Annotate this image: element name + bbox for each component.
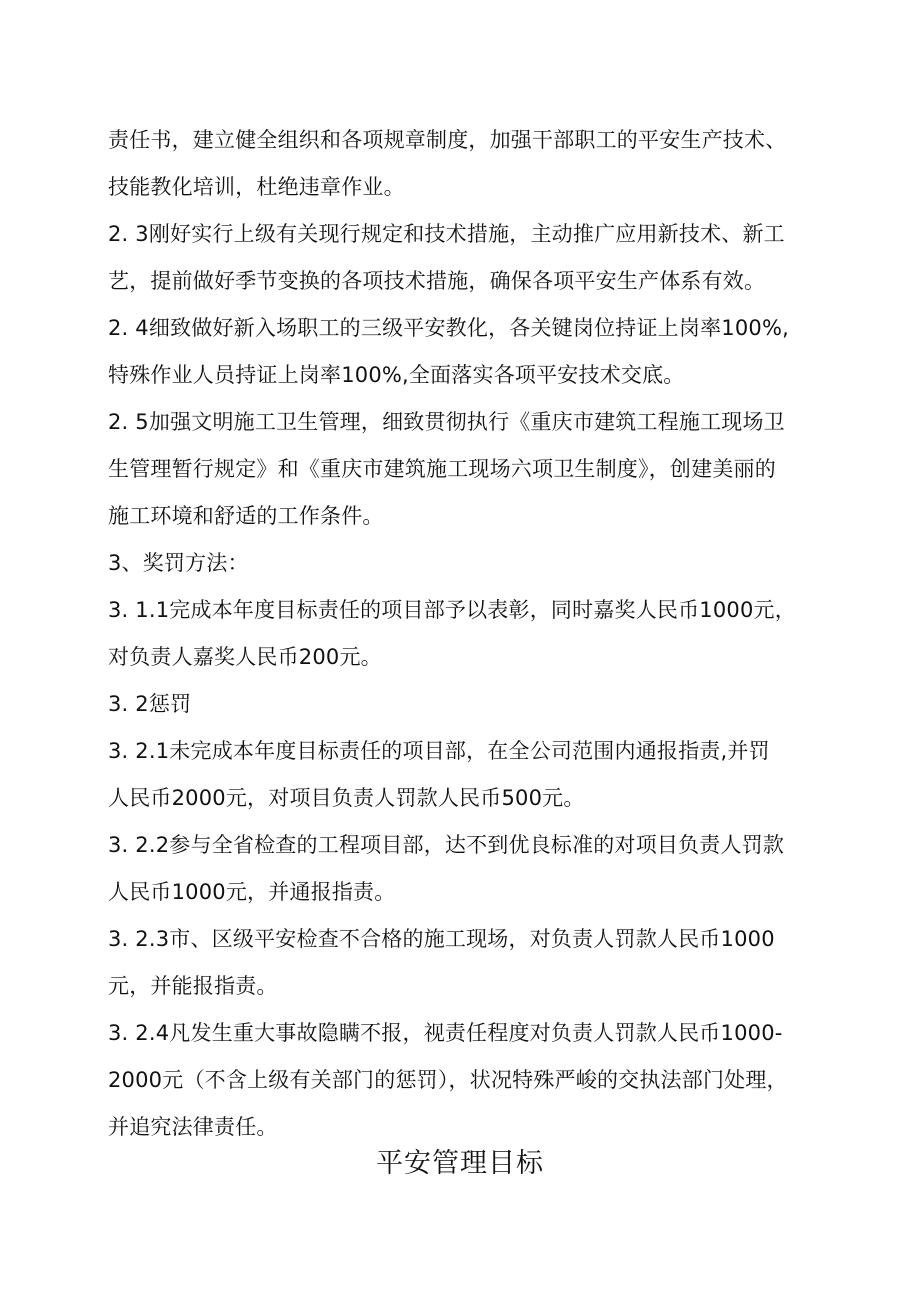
body-line-1: 责任书，建立健全组织和各项规章制度，加强干部职工的平安生产技术、 — [108, 128, 787, 152]
section-heading: 平安管理目标 — [376, 1148, 544, 1179]
body-line-10: 3、奖罚方法： — [108, 551, 249, 575]
body-line-9: 施工环境和舒适的工作条件。 — [108, 504, 384, 528]
body-line-21: 2000元（不含上级有关部门的惩罚），状况特殊严峻的交执法部门处理， — [108, 1068, 788, 1092]
body-line-18: 3. 2.3市、区级平安检查不合格的施工现场，对负责人罚款人民币1000 — [108, 927, 775, 951]
body-line-12: 对负责人嘉奖人民币200元。 — [108, 645, 382, 669]
body-line-7: 2. 5加强文明施工卫生管理，细致贯彻执行《重庆市建筑工程施工现场卫 — [108, 410, 785, 434]
body-line-11: 3. 1.1完成本年度目标责任的项目部予以表彰，同时嘉奖人民币1000元， — [108, 598, 796, 622]
body-line-22: 并追究法律责任。 — [108, 1115, 278, 1139]
body-line-4: 艺，提前做好季节变换的各项技术措施，确保各项平安生产体系有效。 — [108, 269, 766, 293]
body-line-17: 人民币1000元，并通报指责。 — [108, 880, 396, 904]
body-line-13: 3. 2惩罚 — [108, 692, 192, 716]
body-line-8: 生管理暂行规定》和《重庆市建筑施工现场六项卫生制度》，创建美丽的 — [108, 457, 776, 481]
body-line-16: 3. 2.2参与全省检查的工程项目部，达不到优良标准的对项目负责人罚款 — [108, 833, 785, 857]
body-line-3: 2. 3刚好实行上级有关现行规定和技术措施，主动推广应用新技术、新工 — [108, 222, 785, 246]
body-line-6: 特殊作业人员持证上岗率100%,全面落实各项平安技术交底。 — [108, 363, 685, 387]
body-line-5: 2. 4细致做好新入场职工的三级平安教化，各关键岗位持证上岗率100%, — [108, 316, 789, 340]
body-line-15: 人民币2000元，对项目负责人罚款人民币500元。 — [108, 786, 585, 810]
body-line-20: 3. 2.4凡发生重大事故隐瞒不报，视责任程度对负责人罚款人民币1000- — [108, 1021, 783, 1045]
body-line-2: 技能教化培训，杜绝违章作业。 — [108, 175, 405, 199]
body-line-19: 元，并能报指责。 — [108, 974, 278, 998]
body-line-14: 3. 2.1未完成本年度目标责任的项目部，在全公司范围内通报指责,并罚 — [108, 739, 770, 763]
